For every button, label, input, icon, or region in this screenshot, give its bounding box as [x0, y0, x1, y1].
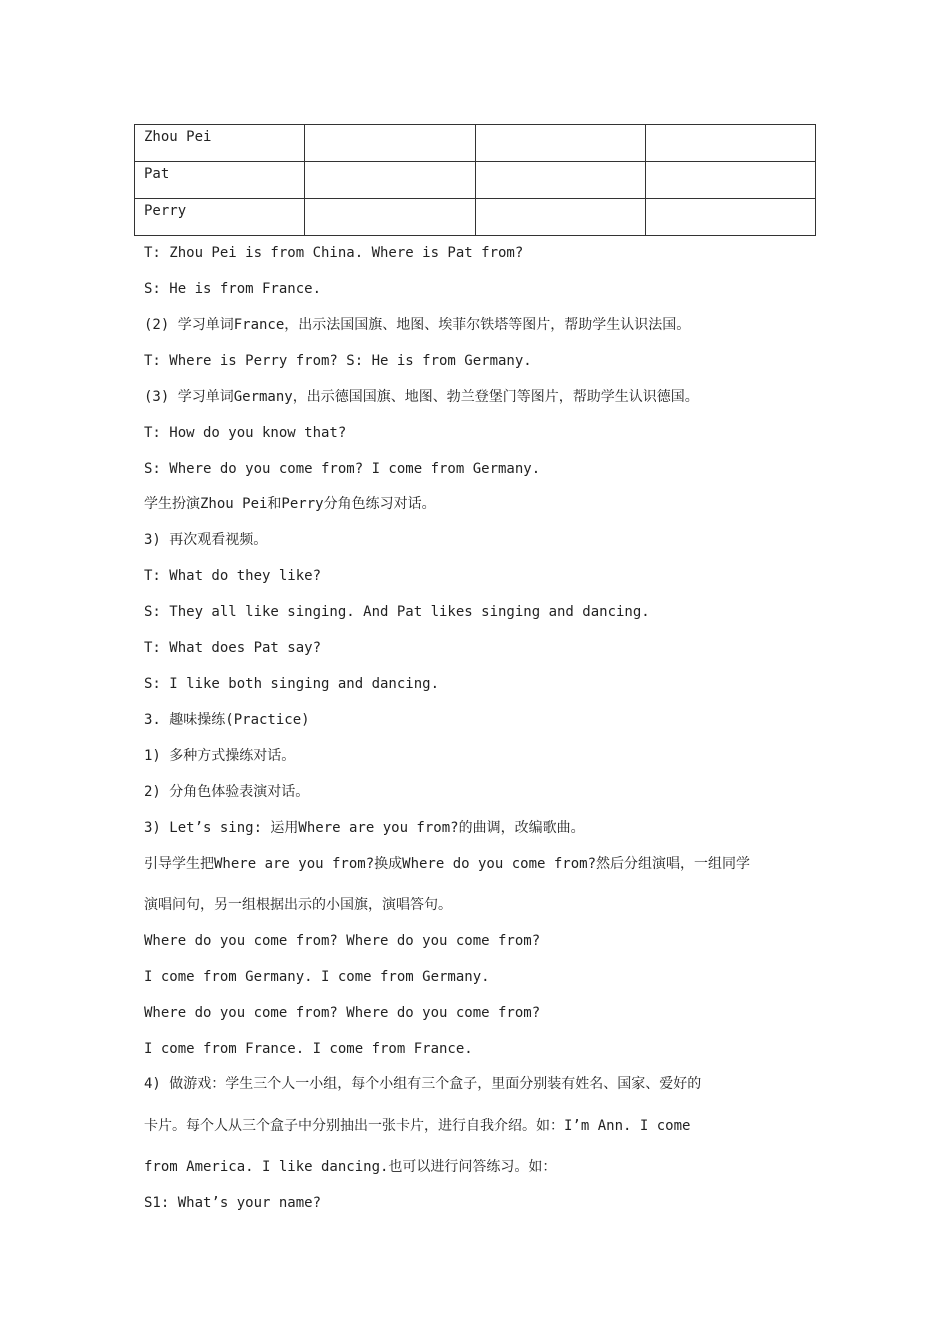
table-row	[135, 125, 816, 162]
table-row	[135, 199, 816, 236]
table-cell	[475, 199, 645, 236]
table-row	[135, 162, 816, 199]
text-line: 1) 多种方式操练对话。	[144, 748, 296, 764]
text-line: S: Where do you come from? I come from Germany.	[144, 461, 541, 477]
table-cell: Perry	[135, 199, 305, 236]
text-line: 引导学生把Where are you from?换成Where do you come from?然后分组演唱，一组同学	[144, 856, 751, 872]
text-line: 4) 做游戏：学生三个人一小组，每个小组有三个盒子，里面分别装有姓名、国家、爱好的	[144, 1076, 702, 1092]
text-line: T: Where is Perry from? S: He is from Germany.	[144, 353, 532, 369]
text-line: I come from Germany. I come from Germany.	[144, 969, 490, 985]
table-cell	[305, 199, 475, 236]
text-line: S: He is from France.	[144, 281, 322, 297]
table-cell	[305, 125, 475, 162]
text-line: S: I like both singing and dancing.	[144, 676, 440, 692]
table-cell: Pat	[135, 162, 305, 199]
text-line: T: What does Pat say?	[144, 640, 322, 656]
text-line: I come from France. I come from France.	[144, 1041, 473, 1057]
text-line: from America. I like dancing.也可以进行问答练习。如：	[144, 1159, 557, 1175]
text-line: S1: What’s your name?	[144, 1195, 322, 1211]
text-line: S: They all like singing. And Pat likes singing and dancing.	[144, 604, 650, 620]
text-line: (2) 学习单词France，出示法国国旗、地图、埃菲尔铁塔等图片，帮助学生认识法国。	[144, 317, 691, 333]
text-line: 3) 再次观看视频。	[144, 532, 268, 548]
text-line: Where do you come from? Where do you come from?	[144, 1005, 541, 1021]
table-cell	[645, 162, 815, 199]
text-line: 学生扮演Zhou Pei和Perry分角色练习对话。	[144, 496, 436, 512]
table-cell	[645, 199, 815, 236]
table-cell	[475, 162, 645, 199]
text-line: T: Zhou Pei is from China. Where is Pat from?	[144, 245, 524, 261]
table-cell	[305, 162, 475, 199]
text-line: Where do you come from? Where do you come from?	[144, 933, 541, 949]
text-line: 2) 分角色体验表演对话。	[144, 784, 310, 800]
text-line: (3) 学习单词Germany，出示德国国旗、地图、勃兰登堡门等图片，帮助学生认识德国。	[144, 389, 699, 405]
table-cell	[645, 125, 815, 162]
text-line: 3. 趣味操练(Practice)	[144, 712, 310, 728]
table-cell	[475, 125, 645, 162]
text-line: 演唱问句，另一组根据出示的小国旗，演唱答句。	[144, 897, 452, 913]
text-line: 卡片。每个人从三个盒子中分别抽出一张卡片，进行自我介绍。如：I’m Ann. I come	[144, 1118, 691, 1134]
text-line: T: What do they like?	[144, 568, 322, 584]
text-line: T: How do you know that?	[144, 425, 347, 441]
table-cell: Zhou Pei	[135, 125, 305, 162]
text-line: 3) Let’s sing: 运用Where are you from?的曲调，改编歌曲。	[144, 820, 585, 836]
name-table	[134, 124, 816, 236]
